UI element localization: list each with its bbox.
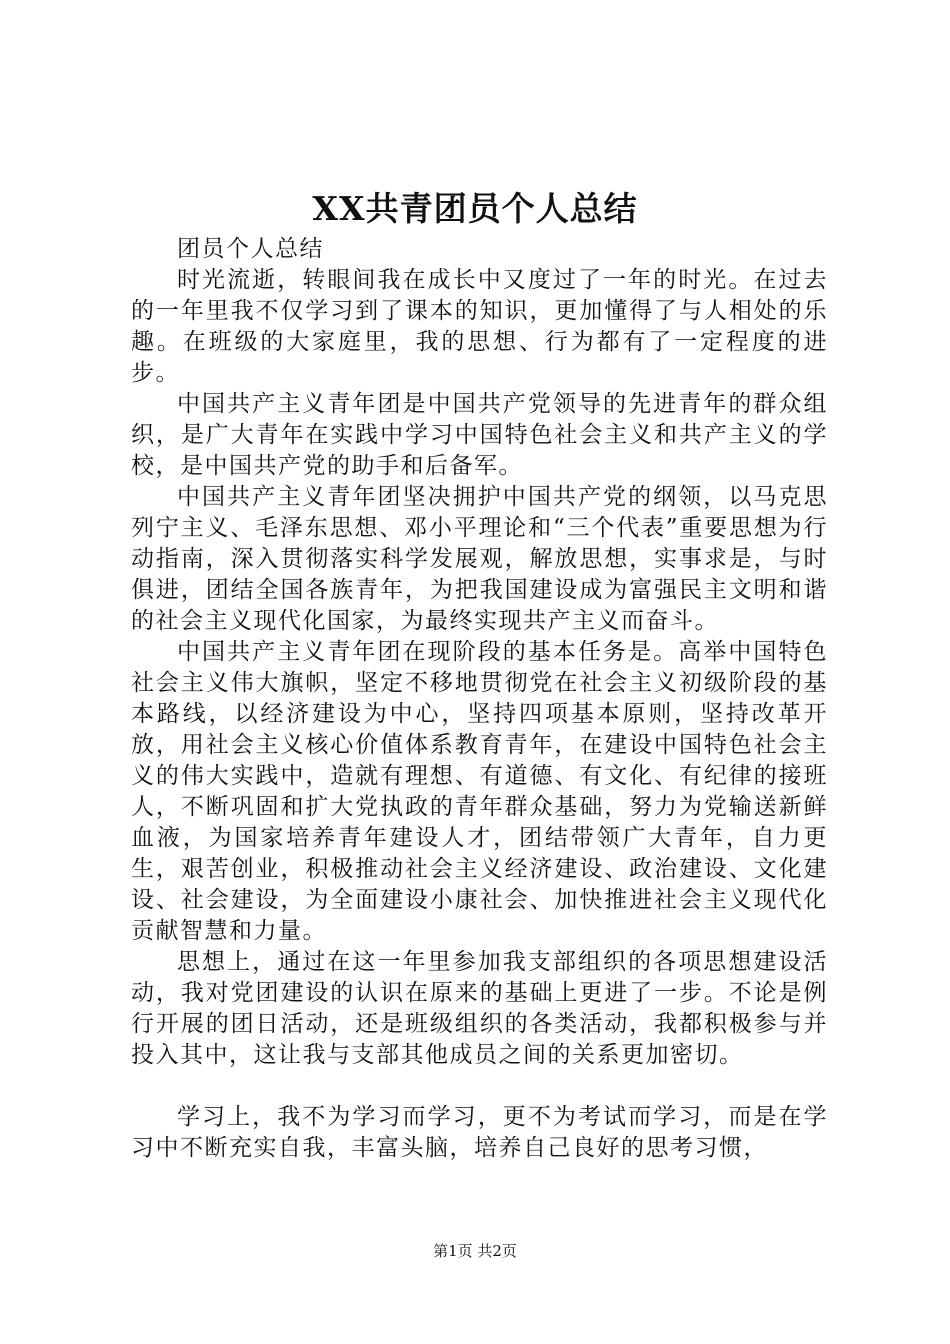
paragraph-subtitle: 团员个人总结 xyxy=(177,236,324,262)
page-footer: 第1页 共2页 xyxy=(433,1242,517,1260)
document-title: XX共青团员个人总结 xyxy=(312,189,638,228)
paragraph-league-definition: 中国共产主义青年团是中国共产党领导的先进青年的群众组织，是广大青年在实践中学习中国特色社会主义和共产主义的学校，是中国共产党的助手和后备军。 xyxy=(131,391,828,479)
paragraph-basic-tasks: 中国共产主义青年团在现阶段的基本任务是。高举中国特色社会主义伟大旗帜，坚定不移地贯彻党在社会主义初级阶段的基本路线，以经济建设为中心，坚持四项基本原则，坚持改革开放，用社会主义核心价值体系教育青年，在建设中国特色社会主义的伟大实践中，造就有理想、有道德、有文化、有纪律的接班人，不断巩固和扩大党执政的青年群众基础，努力为党输送新鲜血液，为国家培养青年建设人才，团结带领广大青年，自力更生，艰苦创业，积极推动社会主义经济建设、政治建设、文化建设、社会建设，为全面建设小康社会、加快推进社会主义现代化贡献智慧和力量。 xyxy=(131,639,828,944)
paragraph-intro: 时光流逝，转眼间我在成长中又度过了一年的时光。在过去的一年里我不仅学习到了课本的知识，更加懂得了与人相处的乐趣。在班级的大家庭里，我的思想、行为都有了一定程度的进步。 xyxy=(131,267,828,386)
paragraph-ideology: 思想上，通过在这一年里参加我支部组织的各项思想建设活动，我对党团建设的认识在原来的基础上更进了一步。不论是例行开展的团日活动，还是班级组织的各类活动，我都积极参与并投入其中，这让我与支部其他成员之间的关系更加密切。 xyxy=(131,949,828,1068)
paragraph-study: 学习上，我不为学习而学习，更不为考试而学习，而是在学习中不断充实自我，丰富头脑，培养自己良好的思考习惯， xyxy=(131,1104,828,1161)
document-body xyxy=(131,234,828,1164)
paragraph-league-program: 中国共产主义青年团坚决拥护中国共产党的纲领，以马克思列宁主义、毛泽东思想、邓小平理论和“三个代表”重要思想为行动指南，深入贯彻落实科学发展观，解放思想，实事求是，与时俱进，团结全国各族青年，为把我国建设成为富强民主文明和谐的社会主义现代化国家，为最终实现共产主义而奋斗。 xyxy=(131,484,828,634)
